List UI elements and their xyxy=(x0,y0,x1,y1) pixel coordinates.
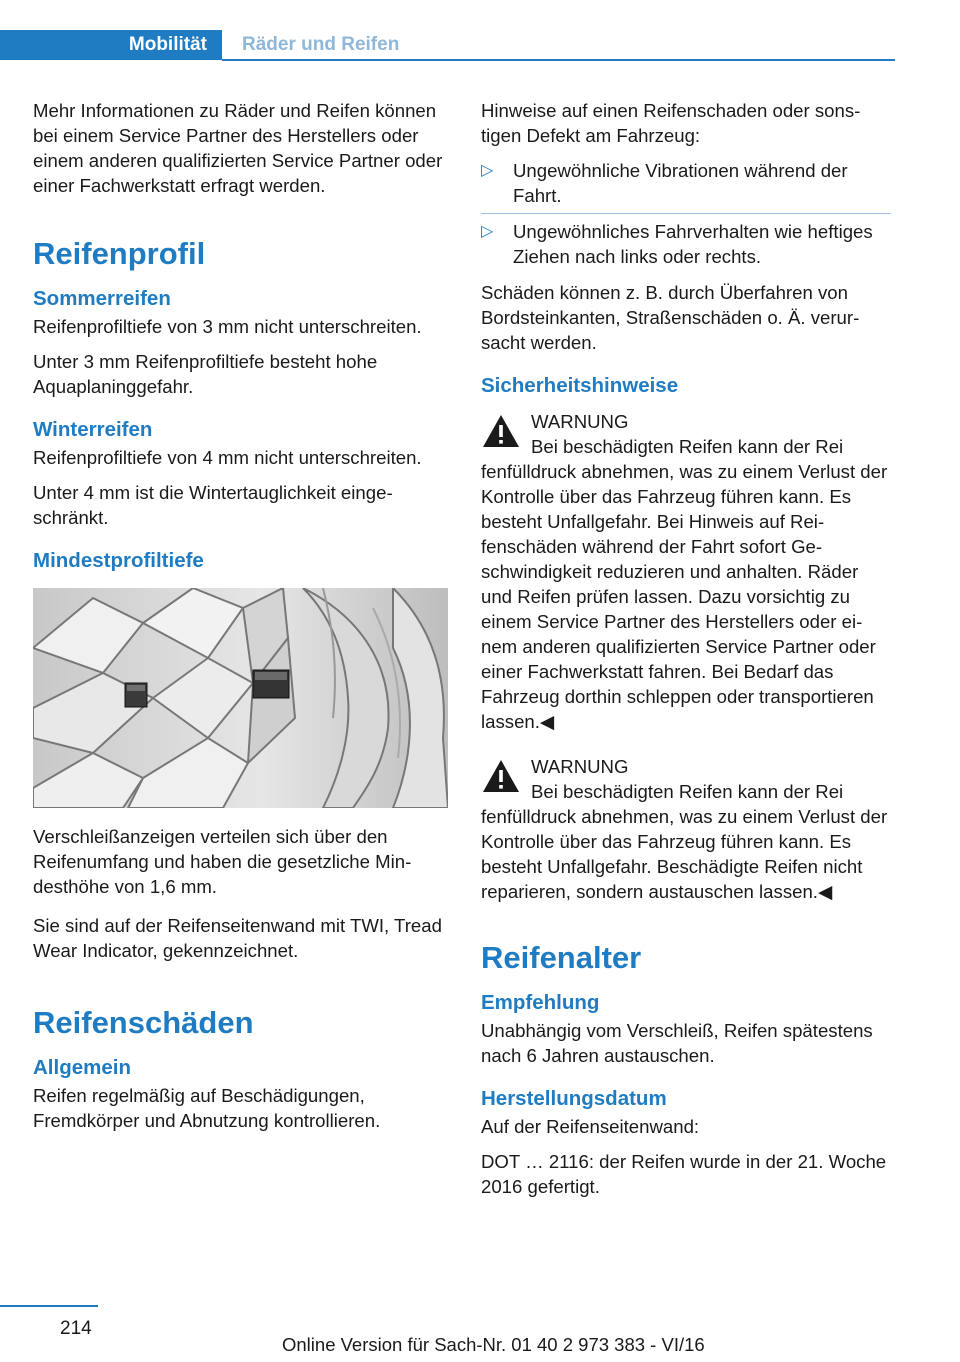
heading-winterreifen: Winterreifen xyxy=(33,418,153,441)
page-number: 214 xyxy=(60,1318,92,1339)
header-divider xyxy=(222,59,895,61)
datum-paragraph-2: DOT … 2116: der Reifen wurde in der 21. Woche 2016 gefertigt. xyxy=(481,1151,887,1197)
right-column xyxy=(481,98,891,1209)
warning-first-line: Bei beschädigten Reifen kann der Rei xyxy=(531,781,844,802)
footer-divider xyxy=(0,1305,98,1307)
heading-sicherheitshinweise: Sicherheitshinweise xyxy=(481,374,679,397)
heading-empfehlung: Empfehlung xyxy=(481,991,600,1014)
warning-text: fenfülldruck abnehmen, was zu einem Verlust der Kontrolle über das Fahrzeug führen kann. Es besteht Unfallgefahr. Beschädigte Reifen nicht reparieren, sondern austauschen lassen.◀ xyxy=(481,806,888,902)
mindest-paragraph-2: Sie sind auf der Reifenseitenwand mit TWI, Tread Wear Indicator, gekennzeichnet. xyxy=(33,915,442,961)
warning-header xyxy=(481,409,891,459)
tread-wear-indicator-image xyxy=(33,588,448,808)
empfehlung-paragraph: Unabhängig vom Verschleiß, Reifen spätestens nach 6 Jahren austauschen. xyxy=(481,1020,873,1066)
heading-sommerreifen: Sommerreifen xyxy=(33,287,171,310)
heading-allgemein: Allgemein xyxy=(33,1056,131,1079)
warning-lead xyxy=(531,754,891,804)
hinweise-intro: Hinweise auf einen Reifenschaden oder sonstigen Defekt am Fahrzeug: xyxy=(481,100,861,146)
warning-triangle-icon xyxy=(481,758,521,794)
warning-text: fenfülldruck abnehmen, was zu einem Verlust der Kontrolle über das Fahrzeug führen kann. Es besteht Unfallgefahr. Bei Hinweis auf Reifenschäden während der Fahrt sofort Geschwindigkeit reduzieren und anhalten. Räder und Reifen prüfen lassen. Dazu vorsichtig zu einem Service Partner des Herstellers oder einem anderen qualifizierten Service Partner oder einer Fachwerkstatt fahren. Bei Bedarf das Fahrzeug dorthin schleppen oder transportieren lassen.◀ xyxy=(481,461,888,732)
sommer-paragraph-1: Reifenprofiltiefe von 3 mm nicht unterschreiten. xyxy=(33,316,422,337)
section-tab[interactable]: Räder und Reifen xyxy=(242,34,400,55)
heading-mindestprofiltiefe: Mindestprofiltiefe xyxy=(33,549,204,572)
page-header xyxy=(0,30,895,60)
heading-reifenprofil: Reifenprofil xyxy=(33,236,206,271)
triangle-bullet-icon: ▷ xyxy=(481,223,494,240)
warning-first-line: Bei beschädigten Reifen kann der Rei xyxy=(531,436,844,457)
datum-paragraph-1: Auf der Reifenseitenwand: xyxy=(481,1116,700,1137)
heading-reifenalter: Reifenalter xyxy=(481,940,642,975)
warning-block xyxy=(481,409,891,734)
warning-triangle-icon xyxy=(481,413,521,449)
warning-label: WARNUNG xyxy=(531,411,629,432)
heading-reifenschaeden: Reifenschäden xyxy=(33,1005,254,1040)
chapter-tab[interactable]: Mobilität xyxy=(0,30,222,60)
tire-tread-illustration xyxy=(33,588,448,808)
intro-paragraph: Mehr Informationen zu Räder und Reifen können bei einem Service Partner des Herstellers oder einem anderen qualifizierten Service Partner oder einer Fachwerkstatt erfragt werden. xyxy=(33,100,443,196)
list-item xyxy=(481,158,891,214)
warning-label: WARNUNG xyxy=(531,756,629,777)
schaeden-paragraph: Schäden können z. B. durch Überfahren von Bordsteinkanten, Straßenschäden o. Ä. verursacht werden. xyxy=(481,282,860,353)
list-item-text: Ungewöhnliches Fahrverhalten wie heftiges Ziehen nach links oder rechts. xyxy=(513,221,873,267)
warning-lead xyxy=(531,409,891,459)
list-item xyxy=(481,219,891,274)
mindest-paragraph-1: Verschleißanzeigen verteilen sich über den Reifenumfang und haben die gesetzliche Mindesthöhe von 1,6 mm. xyxy=(33,826,412,897)
warning-block xyxy=(481,754,891,904)
online-version-note: Online Version für Sach-Nr. 01 40 2 973 383 - VI/16 xyxy=(282,1334,705,1355)
hinweise-list xyxy=(481,158,891,274)
sommer-paragraph-2: Unter 3 mm Reifenprofiltiefe besteht hohe Aquaplaninggefahr. xyxy=(33,351,378,397)
winter-paragraph-1: Reifenprofiltiefe von 4 mm nicht unterschreiten. xyxy=(33,447,422,468)
winter-paragraph-2: Unter 4 mm ist die Wintertauglichkeit eingeschränkt. xyxy=(33,482,393,528)
allgemein-paragraph: Reifen regelmäßig auf Beschädigungen, Fremdkörper und Abnutzung kontrollieren. xyxy=(33,1085,381,1131)
triangle-bullet-icon: ▷ xyxy=(481,162,494,179)
list-item-text: Ungewöhnliche Vibrationen während der Fahrt. xyxy=(513,160,848,206)
warning-header xyxy=(481,754,891,804)
left-column xyxy=(33,98,448,1143)
heading-herstellungsdatum: Herstellungsdatum xyxy=(481,1087,667,1110)
